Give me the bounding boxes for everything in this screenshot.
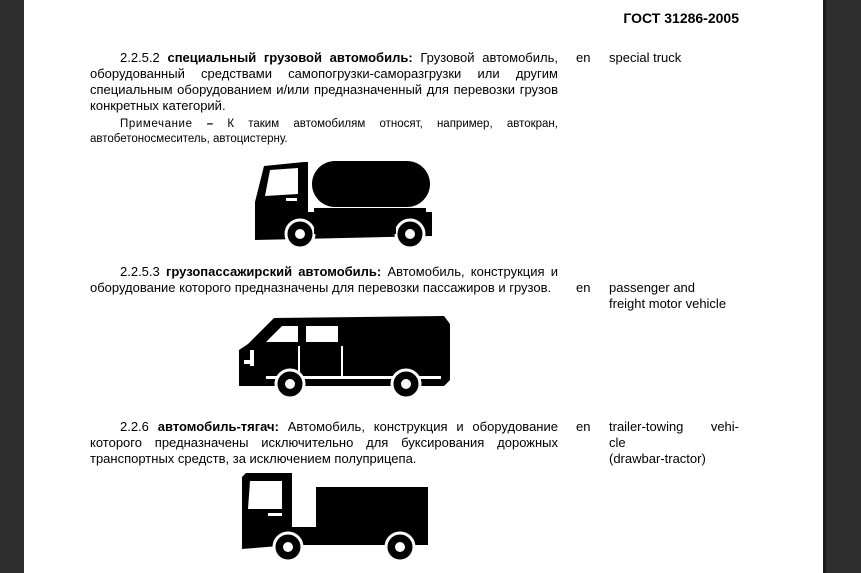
entry-number: 2.2.5.2 [120,50,160,65]
term-entry-passenger-freight [90,264,558,296]
page-edge-shadow [823,0,826,573]
english-term-part: cle [609,435,626,450]
english-term-line: freight motor vehicle [609,296,727,311]
english-term [609,280,739,312]
term-entry-drawbar-tractor [90,419,558,467]
entry-definition: Автомобиль, конструкция и оборудование которого предназначены для перевозки пассажиров и грузов. [90,264,558,295]
entry-note [90,117,558,147]
entry-term: специальный грузовой автомобиль: [167,50,413,65]
english-term-part: vehi- [710,419,739,434]
lang-code: en [576,50,591,65]
english-term-part: (drawbar-tractor) [609,451,706,466]
lang-code: en [576,280,591,295]
english-term-line: passenger and [609,280,696,295]
entry-definition: Грузовой автомобиль, оборудованный средствами самопогрузки-саморазгрузки или другим специальным оборудованием и/или предназначенный для перевозки грузов конкретных категорий. [90,50,558,113]
entry-number: 2.2.6 [120,419,149,434]
note-text: К таким автомобилям относят, например, автокран, автобетоносмеситель, автоцистерну. [90,118,558,145]
document-page [24,0,823,573]
entry-number: 2.2.5.3 [120,264,160,279]
english-term-part: trailer-towing [609,419,684,434]
note-label: Примечание [120,118,193,130]
entry-term: автомобиль-тягач: [157,419,279,434]
van-icon [236,310,456,402]
english-term [609,419,739,467]
lang-code: en [576,419,591,434]
standard-id: ГОСТ 31286-2005 [623,10,739,26]
english-term: special truck [609,50,682,65]
note-dash: – [206,118,214,130]
entry-definition: Автомобиль, конструкция и оборудование которого предназначены исключительно для буксирования дорожных транспортных средств, за исключением полуприцепа. [90,419,558,466]
term-entry-special-truck [90,50,558,114]
drawbar-tractor-icon [238,469,438,565]
tanker-truck-icon [250,158,440,250]
entry-term: грузопассажирский автомобиль: [165,264,382,279]
